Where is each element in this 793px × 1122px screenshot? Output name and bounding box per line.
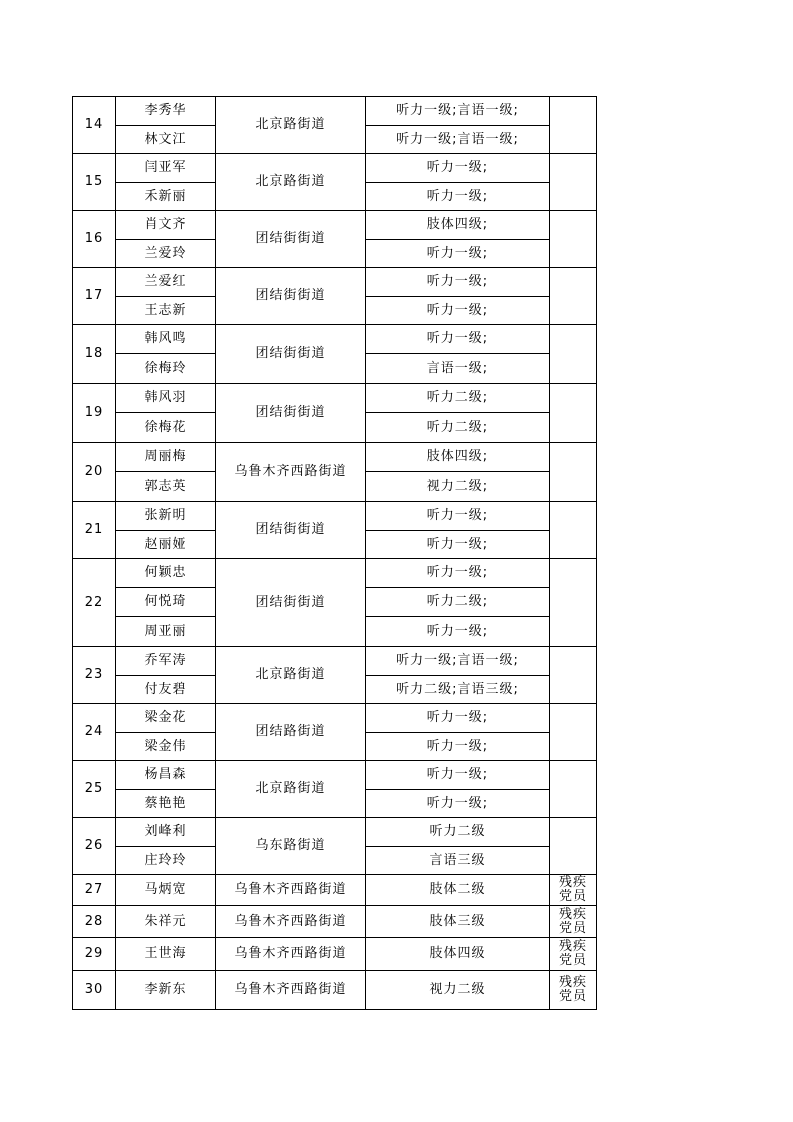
disability-cell: 听力一级; bbox=[366, 617, 550, 647]
table-row bbox=[73, 502, 597, 531]
table-row bbox=[73, 97, 597, 126]
disability-cell: 听力一级;言语一级; bbox=[366, 97, 550, 126]
remark-cell bbox=[550, 875, 597, 906]
member-name-cell: 王世海 bbox=[116, 938, 216, 971]
group-number-cell: 15 bbox=[73, 154, 116, 211]
disability-cell: 听力一级; bbox=[366, 297, 550, 325]
group-number-cell: 27 bbox=[73, 875, 116, 906]
disability-cell: 听力一级; bbox=[366, 268, 550, 297]
remark-cell bbox=[550, 384, 597, 443]
table-row bbox=[73, 325, 597, 354]
street-cell: 北京路街道 bbox=[216, 154, 366, 211]
street-cell: 北京路街道 bbox=[216, 761, 366, 818]
remark-cell bbox=[550, 97, 597, 154]
street-cell: 乌鲁木齐西路街道 bbox=[216, 906, 366, 938]
member-name-cell: 乔军涛 bbox=[116, 647, 216, 676]
table-row bbox=[73, 384, 597, 413]
member-name-cell: 张新明 bbox=[116, 502, 216, 531]
disability-cell: 听力一级; bbox=[366, 240, 550, 268]
street-cell: 乌鲁木齐西路街道 bbox=[216, 443, 366, 502]
member-name-cell: 朱祥元 bbox=[116, 906, 216, 938]
member-name-cell: 梁金花 bbox=[116, 704, 216, 733]
table-row bbox=[73, 761, 597, 790]
group-number-cell: 21 bbox=[73, 502, 116, 559]
table-row bbox=[73, 268, 597, 297]
remark-cell bbox=[550, 938, 597, 971]
group-number-cell: 23 bbox=[73, 647, 116, 704]
member-name-cell: 赵丽娅 bbox=[116, 531, 216, 559]
remark-cell bbox=[550, 443, 597, 502]
table-row bbox=[73, 443, 597, 472]
remark-cell bbox=[550, 559, 597, 647]
member-name-cell: 郭志英 bbox=[116, 472, 216, 502]
street-cell: 乌鲁木齐西路街道 bbox=[216, 938, 366, 971]
disability-cell: 听力二级; bbox=[366, 588, 550, 617]
disability-cell: 听力二级; bbox=[366, 413, 550, 443]
disability-cell: 肢体三级 bbox=[366, 906, 550, 938]
member-name-cell: 韩风羽 bbox=[116, 384, 216, 413]
group-number-cell: 20 bbox=[73, 443, 116, 502]
group-number-cell: 16 bbox=[73, 211, 116, 268]
disability-cell: 肢体四级; bbox=[366, 211, 550, 240]
disability-cell: 听力二级;言语三级; bbox=[366, 676, 550, 704]
street-cell: 乌鲁木齐西路街道 bbox=[216, 971, 366, 1010]
disability-cell: 听力一级; bbox=[366, 325, 550, 354]
street-cell: 团结街街道 bbox=[216, 211, 366, 268]
member-name-cell: 禾新丽 bbox=[116, 183, 216, 211]
disability-cell: 听力一级; bbox=[366, 761, 550, 790]
table-row bbox=[73, 875, 597, 906]
street-cell: 乌东路街道 bbox=[216, 818, 366, 875]
member-name-cell: 周亚丽 bbox=[116, 617, 216, 647]
disability-cell: 听力一级;言语一级; bbox=[366, 647, 550, 676]
table-row bbox=[73, 818, 597, 847]
roster-table bbox=[72, 96, 597, 1010]
street-cell: 团结街街道 bbox=[216, 268, 366, 325]
street-cell: 团结街街道 bbox=[216, 559, 366, 647]
disability-cell: 听力一级; bbox=[366, 733, 550, 761]
remark-line: 党员 bbox=[558, 920, 587, 936]
street-cell: 团结街街道 bbox=[216, 502, 366, 559]
table-row bbox=[73, 647, 597, 676]
street-cell: 团结街街道 bbox=[216, 325, 366, 384]
remark-cell bbox=[550, 818, 597, 875]
member-name-cell: 李新东 bbox=[116, 971, 216, 1010]
group-number-cell: 24 bbox=[73, 704, 116, 761]
member-name-cell: 刘峰利 bbox=[116, 818, 216, 847]
remark-line: 党员 bbox=[558, 989, 587, 1004]
remark-cell bbox=[550, 211, 597, 268]
group-number-cell: 30 bbox=[73, 971, 116, 1010]
table-row bbox=[73, 938, 597, 971]
member-name-cell: 杨昌森 bbox=[116, 761, 216, 790]
member-name-cell: 何悦琦 bbox=[116, 588, 216, 617]
table-row bbox=[73, 559, 597, 588]
group-number-cell: 19 bbox=[73, 384, 116, 443]
member-name-cell: 蔡艳艳 bbox=[116, 790, 216, 818]
remark-cell bbox=[550, 971, 597, 1010]
disability-cell: 言语三级 bbox=[366, 847, 550, 875]
member-name-cell: 李秀华 bbox=[116, 97, 216, 126]
street-cell: 团结街街道 bbox=[216, 384, 366, 443]
group-number-cell: 26 bbox=[73, 818, 116, 875]
member-name-cell: 付友碧 bbox=[116, 676, 216, 704]
remark-cell bbox=[550, 154, 597, 211]
roster-body bbox=[73, 97, 597, 1010]
group-number-cell: 25 bbox=[73, 761, 116, 818]
disability-cell: 听力二级; bbox=[366, 384, 550, 413]
member-name-cell: 庄玲玲 bbox=[116, 847, 216, 875]
group-number-cell: 29 bbox=[73, 938, 116, 971]
street-cell: 乌鲁木齐西路街道 bbox=[216, 875, 366, 906]
disability-cell: 听力一级; bbox=[366, 704, 550, 733]
member-name-cell: 梁金伟 bbox=[116, 733, 216, 761]
member-name-cell: 闫亚军 bbox=[116, 154, 216, 183]
table-row bbox=[73, 211, 597, 240]
group-number-cell: 17 bbox=[73, 268, 116, 325]
disability-cell: 听力一级; bbox=[366, 502, 550, 531]
remark-cell bbox=[550, 761, 597, 818]
member-name-cell: 王志新 bbox=[116, 297, 216, 325]
member-name-cell: 韩风鸣 bbox=[116, 325, 216, 354]
street-cell: 团结路街道 bbox=[216, 704, 366, 761]
disability-cell: 听力一级; bbox=[366, 790, 550, 818]
disability-cell: 听力一级; bbox=[366, 531, 550, 559]
table-row bbox=[73, 971, 597, 1010]
remark-cell bbox=[550, 502, 597, 559]
group-number-cell: 18 bbox=[73, 325, 116, 384]
member-name-cell: 兰爱红 bbox=[116, 268, 216, 297]
remark-cell bbox=[550, 906, 597, 938]
disability-cell: 听力一级;言语一级; bbox=[366, 126, 550, 154]
disability-cell: 听力一级; bbox=[366, 154, 550, 183]
member-name-cell: 徐梅玲 bbox=[116, 354, 216, 384]
member-name-cell: 周丽梅 bbox=[116, 443, 216, 472]
member-name-cell: 徐梅花 bbox=[116, 413, 216, 443]
disability-cell: 听力二级 bbox=[366, 818, 550, 847]
remark-line: 残疾 bbox=[558, 906, 587, 922]
street-cell: 北京路街道 bbox=[216, 97, 366, 154]
remark-line: 党员 bbox=[558, 953, 587, 968]
group-number-cell: 28 bbox=[73, 906, 116, 938]
disability-cell: 视力二级 bbox=[366, 971, 550, 1010]
remark-cell bbox=[550, 647, 597, 704]
disability-cell: 肢体四级; bbox=[366, 443, 550, 472]
disability-cell: 视力二级; bbox=[366, 472, 550, 502]
remark-line: 残疾 bbox=[558, 939, 587, 954]
member-name-cell: 兰爱玲 bbox=[116, 240, 216, 268]
disability-cell: 言语一级; bbox=[366, 354, 550, 384]
member-name-cell: 马炳宽 bbox=[116, 875, 216, 906]
table-row bbox=[73, 906, 597, 938]
street-cell: 北京路街道 bbox=[216, 647, 366, 704]
disability-cell: 听力一级; bbox=[366, 183, 550, 211]
remark-line: 残疾 bbox=[558, 975, 587, 990]
group-number-cell: 14 bbox=[73, 97, 116, 154]
disability-cell: 肢体二级 bbox=[366, 875, 550, 906]
remark-cell bbox=[550, 325, 597, 384]
group-number-cell: 22 bbox=[73, 559, 116, 647]
member-name-cell: 肖文齐 bbox=[116, 211, 216, 240]
remark-line: 残疾 bbox=[558, 875, 587, 890]
table-row bbox=[73, 154, 597, 183]
disability-cell: 肢体四级 bbox=[366, 938, 550, 971]
remark-cell bbox=[550, 268, 597, 325]
member-name-cell: 林文江 bbox=[116, 126, 216, 154]
table-row bbox=[73, 704, 597, 733]
disability-cell: 听力一级; bbox=[366, 559, 550, 588]
remark-cell bbox=[550, 704, 597, 761]
remark-line: 党员 bbox=[558, 889, 587, 904]
member-name-cell: 何颖忠 bbox=[116, 559, 216, 588]
